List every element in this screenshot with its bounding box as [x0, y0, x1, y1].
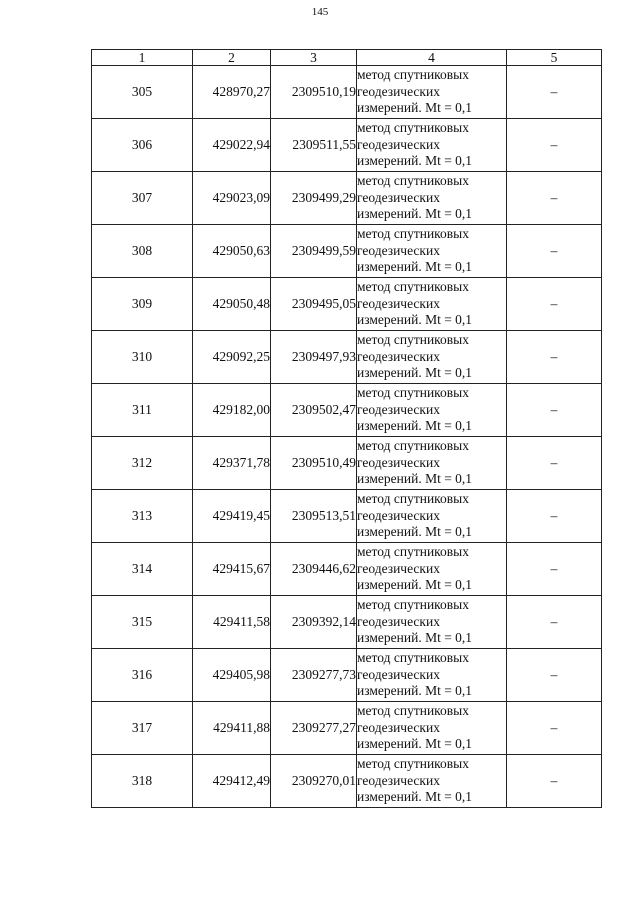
point-number-cell: 312 [92, 437, 193, 490]
method-cell [357, 702, 507, 755]
table-row [92, 649, 602, 702]
x-coordinate-cell: 429411,88 [193, 702, 271, 755]
method-line: метод спутниковых [357, 332, 469, 348]
point-number-cell: 317 [92, 702, 193, 755]
table-row [92, 331, 602, 384]
method-line: метод спутниковых [357, 120, 469, 136]
x-coordinate-cell: 429022,94 [193, 119, 271, 172]
method-line: геодезических [357, 454, 440, 470]
note-cell: – [507, 225, 602, 278]
method-line: геодезических [357, 295, 440, 311]
point-number-cell: 309 [92, 278, 193, 331]
method-cell [357, 384, 507, 437]
x-coordinate-cell: 429419,45 [193, 490, 271, 543]
x-coordinate-cell: 429405,98 [193, 649, 271, 702]
method-line: геодезических [357, 666, 440, 682]
page-number: 145 [311, 6, 329, 18]
method-cell [357, 278, 507, 331]
y-coordinate-cell: 2309495,05 [271, 278, 357, 331]
y-coordinate-cell: 2309513,51 [271, 490, 357, 543]
method-line: метод спутниковых [357, 544, 469, 560]
method-cell [357, 596, 507, 649]
table-row [92, 384, 602, 437]
method-line: измерений. Mt = 0,1 [357, 418, 473, 434]
method-line: геодезических [357, 560, 440, 576]
point-number-cell: 307 [92, 172, 193, 225]
y-coordinate-cell: 2309270,01 [271, 755, 357, 808]
column-header-2: 2 [193, 50, 271, 66]
note-cell: – [507, 437, 602, 490]
coordinates-table [91, 49, 602, 808]
point-number-cell: 316 [92, 649, 193, 702]
method-line: метод спутниковых [357, 438, 469, 454]
y-coordinate-cell: 2309499,29 [271, 172, 357, 225]
method-cell [357, 172, 507, 225]
method-line: геодезических [357, 401, 440, 417]
method-cell [357, 119, 507, 172]
method-cell [357, 543, 507, 596]
y-coordinate-cell: 2309499,59 [271, 225, 357, 278]
note-cell: – [507, 596, 602, 649]
note-cell: – [507, 755, 602, 808]
method-line: метод спутниковых [357, 491, 469, 507]
note-cell: – [507, 172, 602, 225]
table-row [92, 119, 602, 172]
table-body [92, 66, 602, 808]
method-cell [357, 66, 507, 119]
x-coordinate-cell: 428970,27 [193, 66, 271, 119]
table-row [92, 596, 602, 649]
method-cell [357, 649, 507, 702]
note-cell: – [507, 384, 602, 437]
column-header-4: 4 [357, 50, 507, 66]
note-cell: – [507, 66, 602, 119]
method-line: метод спутниковых [357, 226, 469, 242]
y-coordinate-cell: 2309502,47 [271, 384, 357, 437]
point-number-cell: 313 [92, 490, 193, 543]
note-cell: – [507, 278, 602, 331]
y-coordinate-cell: 2309511,55 [271, 119, 357, 172]
y-coordinate-cell: 2309510,19 [271, 66, 357, 119]
y-coordinate-cell: 2309277,27 [271, 702, 357, 755]
method-line: измерений. Mt = 0,1 [357, 630, 473, 646]
table-row [92, 278, 602, 331]
method-cell [357, 490, 507, 543]
method-line: измерений. Mt = 0,1 [357, 312, 473, 328]
method-line: измерений. Mt = 0,1 [357, 683, 473, 699]
method-cell [357, 437, 507, 490]
point-number-cell: 310 [92, 331, 193, 384]
method-line: метод спутниковых [357, 173, 469, 189]
table-row [92, 172, 602, 225]
x-coordinate-cell: 429182,00 [193, 384, 271, 437]
method-cell [357, 225, 507, 278]
method-line: геодезических [357, 189, 440, 205]
method-line: геодезических [357, 83, 440, 99]
x-coordinate-cell: 429050,63 [193, 225, 271, 278]
column-header-3: 3 [271, 50, 357, 66]
y-coordinate-cell: 2309392,14 [271, 596, 357, 649]
method-line: геодезических [357, 507, 440, 523]
table-row [92, 225, 602, 278]
method-line: измерений. Mt = 0,1 [357, 471, 473, 487]
method-line: измерений. Mt = 0,1 [357, 577, 473, 593]
method-line: метод спутниковых [357, 279, 469, 295]
method-line: метод спутниковых [357, 597, 469, 613]
point-number-cell: 306 [92, 119, 193, 172]
method-line: измерений. Mt = 0,1 [357, 365, 473, 381]
point-number-cell: 305 [92, 66, 193, 119]
table-row [92, 543, 602, 596]
x-coordinate-cell: 429023,09 [193, 172, 271, 225]
point-number-cell: 308 [92, 225, 193, 278]
point-number-cell: 311 [92, 384, 193, 437]
x-coordinate-cell: 429411,58 [193, 596, 271, 649]
x-coordinate-cell: 429092,25 [193, 331, 271, 384]
note-cell: – [507, 702, 602, 755]
y-coordinate-cell: 2309497,93 [271, 331, 357, 384]
method-line: геодезических [357, 136, 440, 152]
x-coordinate-cell: 429415,67 [193, 543, 271, 596]
method-cell [357, 331, 507, 384]
method-line: метод спутниковых [357, 650, 469, 666]
y-coordinate-cell: 2309510,49 [271, 437, 357, 490]
method-line: метод спутниковых [357, 385, 469, 401]
note-cell: – [507, 490, 602, 543]
point-number-cell: 318 [92, 755, 193, 808]
method-line: измерений. Mt = 0,1 [357, 153, 473, 169]
method-line: измерений. Mt = 0,1 [357, 524, 473, 540]
column-header-5: 5 [507, 50, 602, 66]
point-number-cell: 314 [92, 543, 193, 596]
method-line: измерений. Mt = 0,1 [357, 789, 473, 805]
method-line: геодезических [357, 772, 440, 788]
method-line: метод спутниковых [357, 756, 469, 772]
note-cell: – [507, 649, 602, 702]
method-line: геодезических [357, 719, 440, 735]
method-line: метод спутниковых [357, 67, 469, 83]
method-line: измерений. Mt = 0,1 [357, 259, 473, 275]
note-cell: – [507, 331, 602, 384]
y-coordinate-cell: 2309277,73 [271, 649, 357, 702]
x-coordinate-cell: 429050,48 [193, 278, 271, 331]
note-cell: – [507, 119, 602, 172]
method-line: геодезических [357, 242, 440, 258]
table-row [92, 66, 602, 119]
column-header-1: 1 [92, 50, 193, 66]
method-line: геодезических [357, 348, 440, 364]
method-line: геодезических [357, 613, 440, 629]
x-coordinate-cell: 429371,78 [193, 437, 271, 490]
note-cell: – [507, 543, 602, 596]
method-line: метод спутниковых [357, 703, 469, 719]
point-number-cell: 315 [92, 596, 193, 649]
table-row [92, 702, 602, 755]
y-coordinate-cell: 2309446,62 [271, 543, 357, 596]
method-line: измерений. Mt = 0,1 [357, 206, 473, 222]
x-coordinate-cell: 429412,49 [193, 755, 271, 808]
table-row [92, 755, 602, 808]
table-row [92, 490, 602, 543]
table-header-row [92, 50, 602, 66]
method-cell [357, 755, 507, 808]
method-line: измерений. Mt = 0,1 [357, 100, 473, 116]
table-row [92, 437, 602, 490]
method-line: измерений. Mt = 0,1 [357, 736, 473, 752]
